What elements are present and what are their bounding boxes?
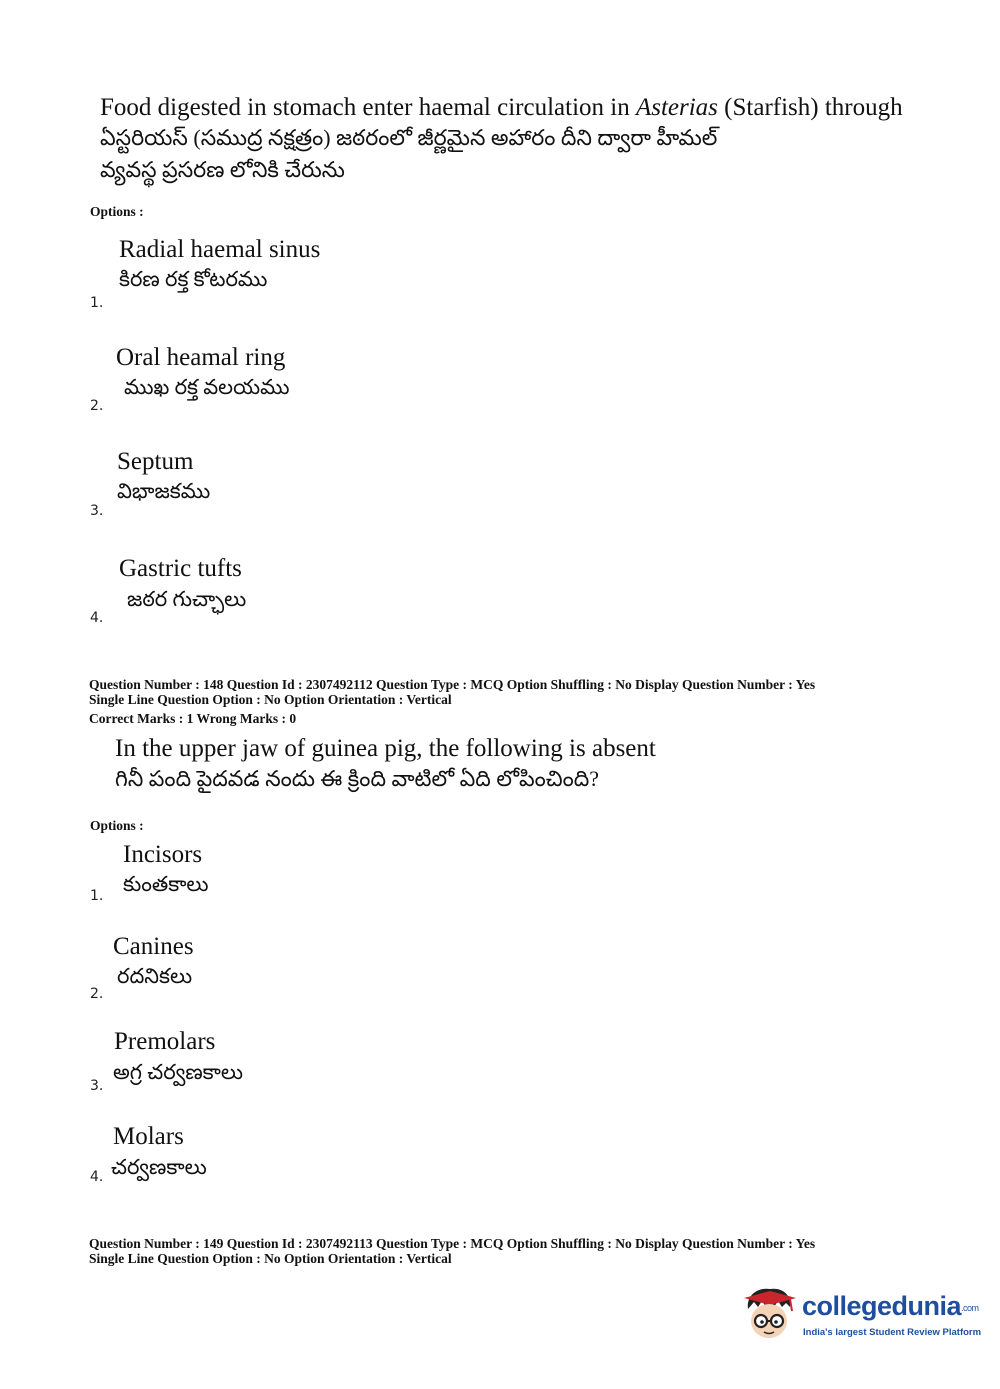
q148-option-3-number: 3.: [90, 1078, 104, 1094]
question-147-telugu-line2: వ్యవస్థ ప్రసరణ లోనికి చేరును: [100, 157, 345, 182]
q148-option-1-number: 1.: [90, 888, 104, 904]
q147-option-3-number: 3.: [90, 503, 104, 519]
q149-meta-line2: Single Line Question Option : No Option Orientation : Vertical: [89, 1251, 452, 1266]
q147-option-2-number: 2.: [90, 398, 104, 414]
q147-option-4-number: 4.: [90, 610, 104, 626]
q147-option-4-english[interactable]: Gastric tufts: [119, 555, 242, 582]
q148-option-1-english[interactable]: Incisors: [123, 841, 203, 868]
options-label: Options :: [90, 818, 144, 833]
q148-option-4-number: 4.: [90, 1169, 104, 1185]
q147-option-1-number: 1.: [90, 295, 104, 311]
q148-meta-line1: Question Number : 148 Question Id : 2307492112 Question Type : MCQ Option Shuffling : No Display Question Number : Yes: [89, 677, 816, 692]
q148-option-2-number: 2.: [90, 986, 104, 1002]
q148-meta-line2: Single Line Question Option : No Option Orientation : Vertical: [89, 692, 452, 707]
logo-brand-text: collegedunia: [802, 1291, 962, 1321]
q147-option-3-telugu[interactable]: విభాజకము: [117, 479, 211, 503]
question-148-english: In the upper jaw of guinea pig, the following is absent: [115, 735, 656, 762]
q148-option-3-telugu[interactable]: అగ్ర చర్వణకాలు: [113, 1060, 244, 1084]
collegedunia-logo[interactable]: [740, 1283, 982, 1345]
q147-option-1-english[interactable]: Radial haemal sinus: [119, 236, 321, 263]
mascot-icon: [740, 1285, 798, 1343]
question-147-telugu-line1: ఏస్టరియస్ (సముద్ర నక్షత్రం) జఠరంలో జీర్ణమైన అహారం దీని ద్వారా హీమల్: [100, 125, 718, 150]
q148-option-3-english[interactable]: Premolars: [114, 1028, 216, 1055]
question-147-english-italic: Asterias: [635, 94, 718, 121]
question-147-english: [100, 93, 903, 123]
q147-option-4-telugu[interactable]: జఠర గుచ్ఛాలు: [127, 587, 247, 611]
question-147-english-post: (Starfish) through: [717, 94, 903, 121]
q149-meta-line1: Question Number : 149 Question Id : 2307492113 Question Type : MCQ Option Shuffling : No Display Question Number : Yes: [89, 1236, 816, 1251]
question-148-telugu: గినీ పంది పైదవడ నందు ఈ క్రింది వాటిలో ఏది లోపించింది?: [115, 766, 600, 791]
options-label: Options :: [90, 204, 144, 219]
question-147-english-pre: Food digested in stomach enter haemal circulation in: [100, 94, 636, 121]
q148-option-1-telugu[interactable]: కుంతకాలు: [123, 872, 209, 896]
q147-option-2-telugu[interactable]: ముఖ రక్త వలయము: [124, 375, 290, 399]
q147-option-1-telugu[interactable]: కిరణ రక్త కోటరము: [119, 267, 268, 291]
q148-option-2-telugu[interactable]: రదనికలు: [117, 964, 193, 988]
logo-suffix-text: .com: [961, 1302, 979, 1313]
q148-option-2-english[interactable]: Canines: [113, 933, 194, 960]
q147-option-3-english[interactable]: Septum: [117, 448, 194, 475]
q148-option-4-english[interactable]: Molars: [113, 1123, 184, 1150]
q148-marks-line: Correct Marks : 1 Wrong Marks : 0: [89, 711, 297, 726]
q147-option-2-english[interactable]: Oral heamal ring: [116, 344, 286, 371]
logo-tagline: India's largest Student Review Platform: [803, 1327, 982, 1338]
q148-option-4-telugu[interactable]: చర్వణకాలు: [111, 1155, 207, 1179]
